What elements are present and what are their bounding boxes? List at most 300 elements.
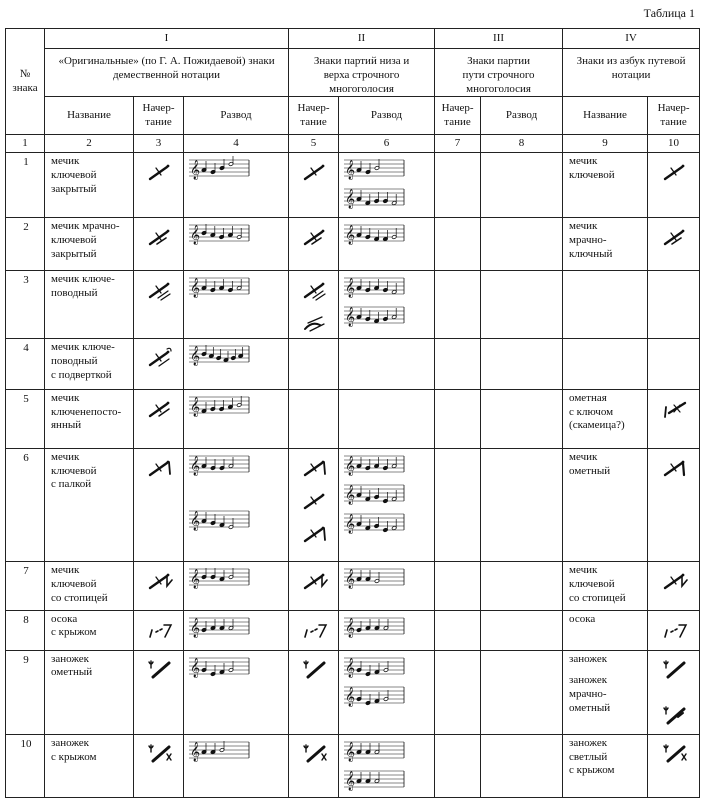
note bbox=[374, 772, 379, 783]
svg-text:𝄞: 𝄞 bbox=[190, 455, 201, 476]
note bbox=[210, 400, 215, 411]
nachertanie-I bbox=[134, 610, 184, 650]
note bbox=[219, 619, 224, 630]
header-nachertanie-II: Начер- тание bbox=[289, 97, 339, 135]
table-row bbox=[6, 153, 700, 218]
sign-number bbox=[6, 734, 45, 797]
nachertanie-IV bbox=[648, 562, 700, 610]
nachertanie-IV bbox=[648, 734, 700, 797]
sign-number bbox=[6, 339, 45, 389]
note bbox=[365, 694, 370, 705]
razvod-III bbox=[481, 610, 563, 650]
note bbox=[219, 570, 224, 581]
nachertanie-IV bbox=[648, 448, 700, 562]
note bbox=[210, 281, 215, 292]
nachertanie-II bbox=[289, 448, 339, 562]
note bbox=[365, 519, 370, 530]
note bbox=[210, 459, 215, 470]
music-staff bbox=[343, 510, 405, 534]
column-number: 5 bbox=[289, 135, 339, 153]
mechik-icon bbox=[662, 158, 688, 184]
note bbox=[228, 619, 233, 630]
nachertanie-I bbox=[134, 153, 184, 218]
table-title: Таблица 1 bbox=[643, 6, 695, 20]
table-row bbox=[6, 448, 700, 562]
name-I bbox=[45, 650, 134, 734]
cell-text: осока с крыжом bbox=[51, 612, 97, 639]
sign-number bbox=[6, 271, 45, 339]
mechik-postoyanny-icon bbox=[147, 395, 173, 421]
note bbox=[365, 281, 370, 292]
note bbox=[383, 192, 388, 203]
cell-text: 2 bbox=[23, 221, 29, 234]
razvod-III bbox=[481, 339, 563, 389]
music-staff bbox=[188, 393, 250, 417]
name-IV bbox=[563, 153, 648, 218]
razvod-II bbox=[339, 650, 435, 734]
note bbox=[365, 772, 370, 783]
note bbox=[374, 192, 379, 203]
cell-text: 3 bbox=[23, 274, 29, 287]
nachertanie-I bbox=[134, 271, 184, 339]
note bbox=[383, 230, 388, 241]
note bbox=[219, 228, 224, 239]
razvod-I bbox=[184, 610, 289, 650]
header-group-I: I bbox=[45, 29, 289, 49]
nachertanie-III bbox=[435, 218, 481, 271]
note bbox=[374, 572, 379, 583]
mechik-fita-icon bbox=[302, 309, 328, 335]
razvod-III bbox=[481, 562, 563, 610]
cell-text: 9 bbox=[23, 653, 29, 666]
header-razvod-II: Развод bbox=[339, 97, 435, 135]
name-I bbox=[45, 153, 134, 218]
note bbox=[210, 619, 215, 630]
svg-text:𝄞: 𝄞 bbox=[345, 160, 356, 181]
music-staff bbox=[188, 738, 250, 762]
note bbox=[356, 661, 361, 672]
note bbox=[383, 492, 388, 503]
cell-text: 4 bbox=[23, 342, 29, 355]
note bbox=[374, 279, 379, 290]
mechik-palka-icon bbox=[302, 454, 328, 480]
note bbox=[356, 621, 361, 632]
nachertanie-II bbox=[289, 610, 339, 650]
note bbox=[365, 310, 370, 321]
music-staff bbox=[343, 767, 405, 791]
note bbox=[216, 349, 221, 360]
note bbox=[201, 345, 206, 356]
header-group-II: II bbox=[289, 29, 435, 49]
nachertanie-III bbox=[435, 562, 481, 610]
music-staff bbox=[188, 342, 250, 366]
header-nachertanie-IV: Начер- тание bbox=[648, 97, 700, 135]
sign-number bbox=[6, 389, 45, 448]
nachertanie-III bbox=[435, 610, 481, 650]
note bbox=[237, 396, 242, 407]
name-I bbox=[45, 218, 134, 271]
svg-text:𝄞: 𝄞 bbox=[345, 225, 356, 246]
mechik-palka-icon bbox=[147, 454, 173, 480]
cell-text: 10 bbox=[20, 737, 32, 750]
column-number: 8 bbox=[481, 135, 563, 153]
music-staff bbox=[343, 156, 405, 180]
note bbox=[356, 486, 361, 497]
note bbox=[392, 228, 397, 239]
note bbox=[201, 661, 206, 672]
music-staff bbox=[343, 481, 405, 505]
header-desc-II: Знаки партий низа и верха строчного многоголосия bbox=[289, 49, 435, 97]
svg-text:𝄞: 𝄞 bbox=[190, 569, 201, 590]
svg-text:𝄞: 𝄞 bbox=[345, 189, 356, 210]
note bbox=[201, 161, 206, 172]
note bbox=[374, 663, 379, 674]
header-group-IV: IV bbox=[563, 29, 700, 49]
column-number: 1 bbox=[6, 135, 45, 153]
table-row bbox=[6, 562, 700, 610]
note bbox=[201, 512, 206, 523]
razvod-I bbox=[184, 271, 289, 339]
header-razvod-I: Развод bbox=[184, 97, 289, 135]
razvod-III bbox=[481, 389, 563, 448]
razvod-III bbox=[481, 153, 563, 218]
mechik-mrachno-icon bbox=[147, 223, 173, 249]
mechik-stopitsa-icon bbox=[302, 567, 328, 593]
music-staff bbox=[188, 654, 250, 678]
note bbox=[210, 743, 215, 754]
note bbox=[365, 194, 370, 205]
note bbox=[383, 690, 388, 701]
note bbox=[228, 398, 233, 409]
note bbox=[219, 741, 224, 752]
cell-text: мечик мрачно- ключевой закрытый bbox=[51, 220, 120, 260]
cell-text: мечик ключенепосто- янный bbox=[51, 391, 122, 432]
note bbox=[228, 457, 233, 468]
razvod-I bbox=[184, 153, 289, 218]
note bbox=[365, 619, 370, 630]
music-staff bbox=[343, 221, 405, 245]
svg-text:𝄞: 𝄞 bbox=[345, 657, 356, 678]
razvod-I bbox=[184, 650, 289, 734]
nachertanie-I bbox=[134, 339, 184, 389]
nachertanie-II bbox=[289, 562, 339, 610]
header-name-IV: Название bbox=[563, 97, 648, 135]
note bbox=[237, 228, 242, 239]
svg-text:𝄞: 𝄞 bbox=[190, 617, 201, 638]
note bbox=[356, 570, 361, 581]
note bbox=[374, 619, 379, 630]
razvod-II bbox=[339, 734, 435, 797]
note bbox=[201, 402, 206, 413]
note bbox=[383, 619, 388, 630]
music-staff bbox=[343, 683, 405, 707]
osoka-icon bbox=[662, 616, 688, 642]
cell-text: заножек мрачно- ометный bbox=[569, 674, 611, 714]
svg-text:𝄞: 𝄞 bbox=[345, 484, 356, 505]
note bbox=[201, 743, 206, 754]
razvod-II bbox=[339, 271, 435, 339]
note bbox=[356, 690, 361, 701]
note bbox=[374, 517, 379, 528]
music-staff bbox=[343, 185, 405, 209]
header-nachertanie-III: Начер- тание bbox=[435, 97, 481, 135]
note bbox=[374, 488, 379, 499]
note bbox=[210, 514, 215, 525]
nachertanie-III bbox=[435, 650, 481, 734]
music-staff bbox=[343, 614, 405, 638]
music-staff bbox=[343, 565, 405, 589]
note bbox=[228, 226, 233, 237]
music-staff bbox=[188, 452, 250, 476]
razvod-III bbox=[481, 650, 563, 734]
table-row bbox=[6, 218, 700, 271]
note bbox=[365, 459, 370, 470]
note bbox=[210, 665, 215, 676]
razvod-II bbox=[339, 339, 435, 389]
music-staff bbox=[343, 452, 405, 476]
note bbox=[356, 190, 361, 201]
header-razvod-III: Развод bbox=[481, 97, 563, 135]
sign-number bbox=[6, 610, 45, 650]
note bbox=[201, 224, 206, 235]
note bbox=[374, 159, 379, 170]
note bbox=[365, 743, 370, 754]
razvod-I bbox=[184, 339, 289, 389]
name-IV bbox=[563, 339, 648, 389]
music-staff bbox=[343, 738, 405, 762]
name-IV bbox=[563, 448, 648, 562]
table-row bbox=[6, 271, 700, 339]
note bbox=[228, 661, 233, 672]
nachertanie-II bbox=[289, 153, 339, 218]
nachertanie-IV bbox=[648, 610, 700, 650]
mechik-icon bbox=[147, 158, 173, 184]
music-staff bbox=[343, 654, 405, 678]
table-row bbox=[6, 734, 700, 797]
cell-text: осока bbox=[569, 612, 596, 625]
cell-text: мечик ключевой с палкой bbox=[51, 450, 97, 491]
name-I bbox=[45, 271, 134, 339]
svg-text:𝄞: 𝄞 bbox=[345, 569, 356, 590]
column-number-row bbox=[6, 135, 700, 153]
header-desc-III: Знаки партии пути строчного многоголосия bbox=[435, 49, 563, 97]
name-I bbox=[45, 448, 134, 562]
zanozhek-mrachno-icon bbox=[662, 702, 688, 728]
cell-text: мечик ключе- поводный с подверткой bbox=[51, 341, 115, 381]
zanozhek-icon bbox=[147, 656, 173, 682]
header-name-I: Название bbox=[45, 97, 134, 135]
razvod-III bbox=[481, 218, 563, 271]
table-row bbox=[6, 389, 700, 448]
sign-number bbox=[6, 218, 45, 271]
music-staff bbox=[188, 614, 250, 638]
note bbox=[219, 663, 224, 674]
sign-number bbox=[6, 448, 45, 562]
nachertanie-III bbox=[435, 153, 481, 218]
name-IV bbox=[563, 389, 648, 448]
column-number: 2 bbox=[45, 135, 134, 153]
mechik-icon bbox=[302, 487, 328, 513]
svg-text:𝄞: 𝄞 bbox=[190, 741, 201, 762]
cell-text: 7 bbox=[23, 565, 29, 578]
cell-text: мечик ключе- поводный bbox=[51, 273, 115, 299]
music-staff bbox=[188, 156, 250, 180]
razvod-I bbox=[184, 448, 289, 562]
note bbox=[356, 515, 361, 526]
name-IV bbox=[563, 271, 648, 339]
music-staff bbox=[188, 221, 250, 245]
note bbox=[356, 743, 361, 754]
razvod-I bbox=[184, 734, 289, 797]
mechik-stopitsa-icon bbox=[662, 567, 688, 593]
razvod-III bbox=[481, 734, 563, 797]
cell-text: заножек bbox=[569, 652, 608, 665]
cell-text: мечик ключевой закрытый bbox=[51, 155, 97, 195]
note bbox=[392, 308, 397, 319]
note bbox=[374, 743, 379, 754]
name-I bbox=[45, 562, 134, 610]
nachertanie-II bbox=[289, 650, 339, 734]
music-staff bbox=[343, 303, 405, 327]
music-staff bbox=[188, 274, 250, 298]
note bbox=[383, 459, 388, 470]
note bbox=[201, 457, 206, 468]
header-desc-IV: Знаки из азбук путевой нотации bbox=[563, 49, 700, 97]
nachertanie-II bbox=[289, 734, 339, 797]
cell-text: мечик ключевой со стопицей bbox=[51, 564, 108, 604]
note bbox=[238, 347, 243, 358]
svg-text:𝄞: 𝄞 bbox=[345, 686, 356, 707]
svg-text:𝄞: 𝄞 bbox=[190, 346, 201, 367]
razvod-II bbox=[339, 218, 435, 271]
svg-text:𝄞: 𝄞 bbox=[190, 510, 201, 531]
sign-number bbox=[6, 153, 45, 218]
note bbox=[210, 163, 215, 174]
svg-text:𝄞: 𝄞 bbox=[345, 455, 356, 476]
svg-text:𝄞: 𝄞 bbox=[345, 513, 356, 534]
header-desc-I: «Оригинальные» (по Г. А. Пожидаевой) знаки демественной нотации bbox=[45, 49, 289, 97]
svg-text:𝄞: 𝄞 bbox=[190, 396, 201, 417]
note bbox=[392, 519, 397, 530]
note bbox=[356, 308, 361, 319]
note bbox=[356, 161, 361, 172]
note bbox=[219, 516, 224, 527]
note bbox=[374, 692, 379, 703]
nachertanie-II bbox=[289, 218, 339, 271]
nachertanie-II bbox=[289, 389, 339, 448]
note bbox=[219, 159, 224, 170]
name-IV bbox=[563, 218, 648, 271]
svg-text:𝄞: 𝄞 bbox=[190, 160, 201, 181]
zanozhek-icon bbox=[662, 656, 688, 682]
nachertanie-I bbox=[134, 734, 184, 797]
name-I bbox=[45, 389, 134, 448]
razvod-II bbox=[339, 610, 435, 650]
razvod-II bbox=[339, 389, 435, 448]
cell-text: мечик мрачно- ключный bbox=[569, 220, 613, 260]
note bbox=[231, 349, 236, 360]
note bbox=[365, 228, 370, 239]
name-I bbox=[45, 610, 134, 650]
cell-text: 8 bbox=[23, 613, 29, 626]
note bbox=[228, 281, 233, 292]
svg-text:𝄞: 𝄞 bbox=[190, 225, 201, 246]
svg-text:𝄞: 𝄞 bbox=[345, 307, 356, 328]
music-staff bbox=[343, 274, 405, 298]
name-IV bbox=[563, 734, 648, 797]
cell-text: заножек ометный bbox=[51, 652, 93, 679]
note bbox=[201, 568, 206, 579]
name-I bbox=[45, 339, 134, 389]
razvod-I bbox=[184, 562, 289, 610]
nachertanie-III bbox=[435, 389, 481, 448]
note bbox=[210, 226, 215, 237]
column-number: 9 bbox=[563, 135, 648, 153]
note bbox=[365, 490, 370, 501]
nachertanie-IV bbox=[648, 153, 700, 218]
nachertanie-IV bbox=[648, 218, 700, 271]
sign-number bbox=[6, 562, 45, 610]
mechik-palka-icon bbox=[302, 520, 328, 546]
table-body bbox=[6, 153, 700, 798]
column-number: 3 bbox=[134, 135, 184, 153]
name-IV bbox=[563, 610, 648, 650]
note bbox=[365, 665, 370, 676]
table-row bbox=[6, 339, 700, 389]
note bbox=[365, 163, 370, 174]
cell-text: мечик ключевой со стопицей bbox=[569, 564, 626, 604]
note bbox=[237, 279, 242, 290]
razvod-III bbox=[481, 448, 563, 562]
note bbox=[356, 457, 361, 468]
zanozhek-kryzh-icon bbox=[147, 740, 173, 766]
note bbox=[201, 279, 206, 290]
cell-text: 6 bbox=[23, 451, 29, 464]
razvod-II bbox=[339, 448, 435, 562]
nachertanie-IV bbox=[648, 271, 700, 339]
note bbox=[356, 279, 361, 290]
cell-text: заножек светлый с крыжом bbox=[569, 736, 615, 777]
sign-number bbox=[6, 650, 45, 734]
svg-text:𝄞: 𝄞 bbox=[190, 657, 201, 678]
nachertanie-I bbox=[134, 650, 184, 734]
cell-text: ометная с ключом (скамеица?) bbox=[569, 391, 625, 432]
column-number: 7 bbox=[435, 135, 481, 153]
razvod-I bbox=[184, 389, 289, 448]
note bbox=[356, 226, 361, 237]
mechik-mrachno-icon bbox=[302, 223, 328, 249]
zanozhek-icon bbox=[302, 656, 328, 682]
column-number: 10 bbox=[648, 135, 700, 153]
razvod-I bbox=[184, 218, 289, 271]
nachertanie-III bbox=[435, 448, 481, 562]
nachertanie-IV bbox=[648, 389, 700, 448]
nachertanie-I bbox=[134, 218, 184, 271]
name-I bbox=[45, 734, 134, 797]
note bbox=[228, 568, 233, 579]
zanozhek-kryzh-icon bbox=[302, 740, 328, 766]
zanozhek-kryzh-icon bbox=[662, 740, 688, 766]
nachertanie-I bbox=[134, 562, 184, 610]
note bbox=[228, 518, 233, 529]
note bbox=[383, 661, 388, 672]
column-number: 6 bbox=[339, 135, 435, 153]
note bbox=[392, 283, 397, 294]
notation-table bbox=[5, 28, 700, 798]
note bbox=[392, 490, 397, 501]
cell-text: 5 bbox=[23, 392, 29, 405]
note bbox=[201, 621, 206, 632]
